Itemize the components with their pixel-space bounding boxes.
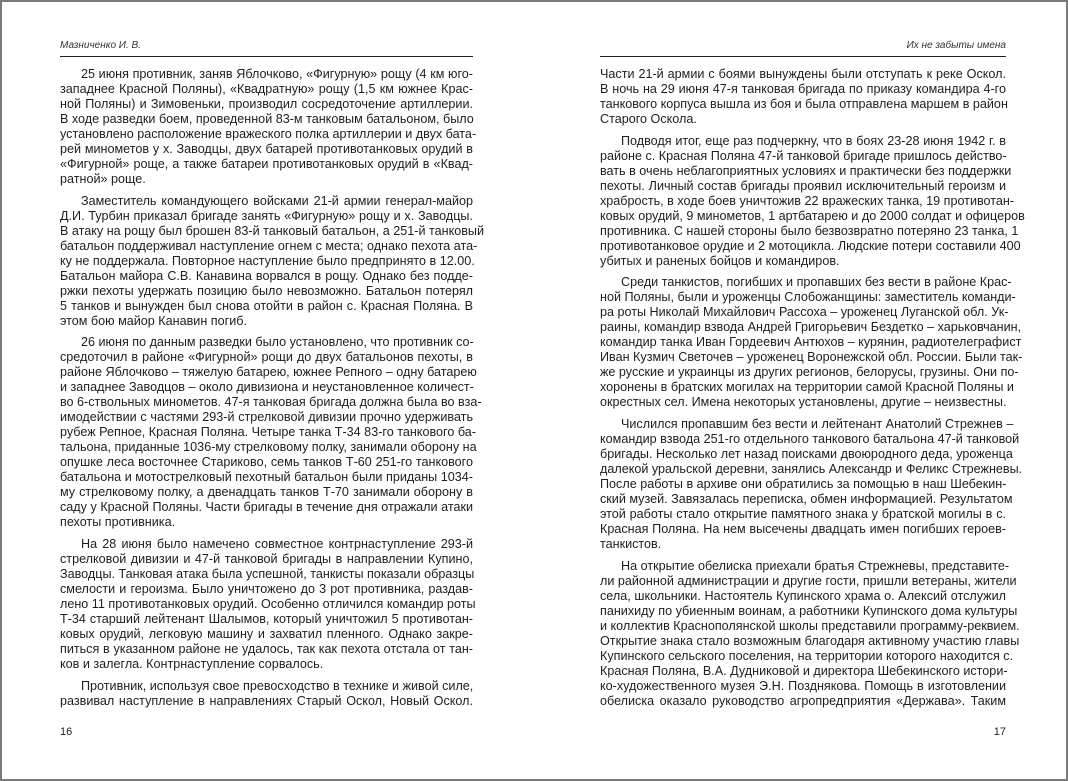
text-line: батальон поддерживал наступление огнем с места; однако пехота ата- — [60, 238, 478, 253]
paragraph — [600, 67, 1006, 127]
text-line: смелости и героизма. Было уничтожено до 3 рот противника, раздав- — [60, 582, 473, 597]
text-line: во 6-ствольных минометов. 47-я танковая бригада должна была во вза- — [60, 395, 482, 410]
text-line: противотанковое орудие и 2 мотоцикла. Людские потери составили 400 — [600, 238, 1021, 253]
paragraph — [600, 417, 1023, 552]
paragraph — [60, 679, 473, 709]
text-line: пехоты противника. — [60, 515, 176, 530]
text-line: ский музей. Завязалась переписка, обмен информацией. Результатом — [600, 492, 1013, 507]
text-line: противника. С нашей стороны было безвозвратно потеряно 23 танка, 1 — [600, 223, 1019, 238]
text-line: ковых орудий, 9 минометов, 1 артбатарею и до 2000 солдат и офицеров — [600, 208, 1025, 223]
text-line: Батальон майора С.В. Канавина ворвался в рощу. Однако без подде- — [60, 268, 473, 283]
text-line: панихиду по убиенным воинам, а работники Купинского дома культуры — [600, 603, 1018, 618]
text-line: Подводя итог, еще раз подчеркну, что в боях 23-28 июня 1942 г. в — [621, 133, 1006, 148]
running-head-title: Их не забыты имена — [600, 40, 1006, 57]
text-line: ной Поляны, были и уроженцы Слобожанщины: заместитель команди- — [600, 290, 1016, 305]
text-line: Старого Оскола. — [600, 112, 697, 126]
text-line: Красная Поляна, В.А. Дудниковой и директора Шебекинского истори- — [600, 663, 1008, 678]
page-body — [600, 67, 1025, 715]
text-line: обелиска оказало руководство агропредприятия «Держава». Таким — [600, 693, 1006, 708]
paragraph — [600, 558, 1020, 709]
text-line: танкового корпуса вышла из боя и была отправлена маршем в район — [600, 97, 1008, 111]
paragraph — [60, 537, 476, 672]
text-line: хоронены в братских могилах на территории самой Красной Поляны и — [600, 380, 1014, 395]
text-line: села, школьники. Настоятель Купинского храма о. Алексий отслужил — [600, 588, 1006, 603]
page-number: 17 — [993, 726, 1006, 738]
text-line: ратной» роще. — [60, 172, 146, 186]
text-line: ку не поддержала. Повторное наступление было предпринято в 12.00. — [60, 253, 475, 268]
paragraph — [60, 67, 477, 187]
text-line: Купинского сельского поселения, на территории которого находится с. — [600, 648, 1014, 663]
page-number: 16 — [60, 726, 73, 738]
text-line: ра роты Николай Михайлович Рассоха – уроженец Луганской обл. Ук- — [600, 305, 1009, 320]
text-line: Д.И. Турбин приказал бригаде занять «Фигурную» рощу и х. Заводцы. — [60, 208, 473, 223]
text-line: 25 июня противник, заняв Яблочково, «Фигурную» рощу (4 км юго- — [81, 67, 473, 81]
text-line: районе с. Красная Поляна 47-й танковой бригаде пришлось действо- — [600, 148, 1007, 163]
text-line: тальона, приданные 1036-му стрелковому полку, занимали оборону на — [60, 440, 477, 455]
text-line: храбрость, в ходе боев уничтожив 22 вражеских танка, 19 противотан- — [600, 193, 1015, 208]
paragraph — [600, 275, 1023, 410]
text-line: же русские и украинцы из других регионов, белорусы, грузины. Они по- — [600, 365, 1019, 380]
text-line: танкистов. — [600, 537, 662, 552]
text-line: После работы в архиве они обратились за помощью в наш Шебекин- — [600, 477, 1007, 492]
paragraph — [600, 133, 1025, 269]
text-line: 5 танков и вынужден был снова отойти в район с. Красная Поляна. В — [60, 298, 473, 313]
text-line: ржки пехоты удержать позицию было невозможно. Батальон потерял — [60, 283, 473, 298]
text-line: и коллектив Краснополянской школы представили программу-реквием. — [600, 618, 1020, 633]
text-line: питься в указанном районе не удалось, так как пехота отстала от тан- — [60, 642, 473, 657]
text-line: Заместитель командующего войсками 21-й армии генерал-майор — [81, 193, 473, 208]
text-line: средоточил в районе «Фигурной» рощи до двух батальонов пехоты, в — [60, 350, 473, 365]
text-line: этом бою майор Канавин погиб. — [60, 313, 247, 328]
text-line: стрелковой дивизии и 47-й танковой бригады в направлении Купино, — [60, 552, 473, 567]
page-body — [60, 67, 485, 715]
text-line: «Фигурной» роще, а также батареи противотанковых орудий в «Квад- — [60, 157, 473, 171]
text-line: командир взвода 251-го отдельного танкового батальона 47-й танковой — [600, 432, 1020, 447]
paragraph — [60, 335, 482, 530]
text-line: лено 11 противотанковых орудий. Особенно отличился командир роты — [60, 597, 476, 612]
text-line: В ночь на 29 июня 47-я танковая бригада по приказу командира 4-го — [600, 82, 1006, 96]
text-line: Среди танкистов, погибших и пропавших без вести в районе Крас- — [621, 275, 1012, 290]
text-line: западнее Красной Поляны), «Квадратную» рощу (1,5 км южнее Крас- — [60, 82, 473, 96]
text-line: командир танка Иван Гордеевич Антюхов – курянин, радиотелеграфист — [600, 335, 1022, 350]
text-line: ковых орудий, легковую машину и захватил пленного. Однако закре- — [60, 627, 473, 642]
text-line: убитых и раненых бойцов и командиров. — [600, 253, 840, 268]
text-line: Части 21-й армии с боями вынуждены были отступать к реке Оскол. — [600, 67, 1006, 81]
text-line: имодействии с частями 293-й стрелковой дивизии прочно удерживать — [60, 410, 473, 425]
text-line: далекой уральской деревни, занялись Александр и Феликс Стрежневы. — [600, 462, 1023, 477]
text-line: На 28 июня было намечено совместное контрнаступление 293-й — [81, 537, 473, 552]
page-left — [60, 0, 485, 781]
text-line: Заводцы. Танковая атака была успешной, танкисты показали образцы — [60, 567, 475, 582]
text-line: рей минометов у х. Заводцы, двух батарей противотанковых орудий в — [60, 142, 473, 156]
text-line: раины, командир взвода Андрей Григорьевич Бездетко – харьковчанин, — [600, 320, 1022, 335]
text-line: батальона и мотострелковый пехотный батальон были приданы 1034- — [60, 470, 473, 485]
paragraph — [60, 193, 485, 329]
text-line: му стрелковому полку, а двенадцать танков Т-70 занимали оборону в — [60, 485, 473, 500]
text-line: Иван Кузмич Светочев – уроженец Воронежской обл. России. Были так- — [600, 350, 1023, 365]
text-line: опушке леса восточнее Стариково, семь танков Т-60 251-го танкового — [60, 455, 473, 470]
text-line: этой работы стало открытие памятного знака у братской могилы в с. — [600, 507, 1006, 522]
text-line: и западнее Заводцов – около дивизиона и неустановленное количест- — [60, 380, 474, 395]
text-line: Открытие знака стало возможным благодаря активному участию главы — [600, 633, 1020, 648]
text-line: окрестных сел. Имена некоторых установлены, другие – неизвестны. — [600, 395, 1007, 410]
text-line: ли районной администрации и другие гости, пришли ветераны, жители — [600, 573, 1017, 588]
text-line: Противник, используя свое превосходство в технике и живой силе, — [81, 678, 474, 693]
text-line: Числился пропавшим без вести и лейтенант Анатолий Стрежнев – — [621, 417, 1014, 432]
text-line: развивал наступление в направлениях Старый Оскол, Новый Оскол. — [60, 693, 473, 708]
text-line: В атаку на рощу был брошен 83-й танковый батальон, а 251-й танковый — [60, 223, 485, 238]
text-line: бригады. Несколько лет назад поисками двоюродного деда, уроженца — [600, 447, 1013, 462]
text-line: 26 июня по данным разведки было установлено, что противник со- — [81, 335, 474, 350]
text-line: На открытие обелиска приехали братья Стрежневы, представите- — [621, 558, 1010, 573]
text-line: ко-художественного музея Э.Н. Позднякова. Помощь в изготовлении — [600, 678, 1006, 693]
text-line: районе Яблочково – тяжелую батарею, южнее Репного – одну батарею — [60, 365, 477, 380]
text-line: В ходе разведки боем, проведенной 83-м танковым батальоном, было — [60, 112, 474, 126]
text-line: ной Поляны) и Зимовеньки, производил сосредоточение артиллерии. — [60, 97, 473, 111]
text-line: установлено расположение вражеского полка артиллерии и двух бата- — [60, 127, 477, 141]
text-line: Красная Поляна. На нем высечены двадцать имен погибших героев- — [600, 522, 1006, 537]
text-line: вать в очень неблагоприятных условиях и практически без поддержки — [600, 163, 1012, 178]
text-line: ков и залегла. Контрнаступление сорвалось. — [60, 657, 324, 672]
text-line: саду у Красной Поляны. Части бригады в течение дня отражали атаки — [60, 500, 473, 515]
text-line: Т-34 старший лейтенант Шалымов, который уничтожил 5 противотан- — [60, 612, 473, 627]
text-line: пехоты. Личный состав бригады проявил исключительный героизм и — [600, 178, 1006, 193]
running-head-author: Мазниченко И. В. — [60, 40, 473, 57]
page-right — [600, 0, 1025, 781]
text-line: рубеж Репное, Красная Поляна. Четыре танка Т-34 83-го танкового ба- — [60, 425, 476, 440]
